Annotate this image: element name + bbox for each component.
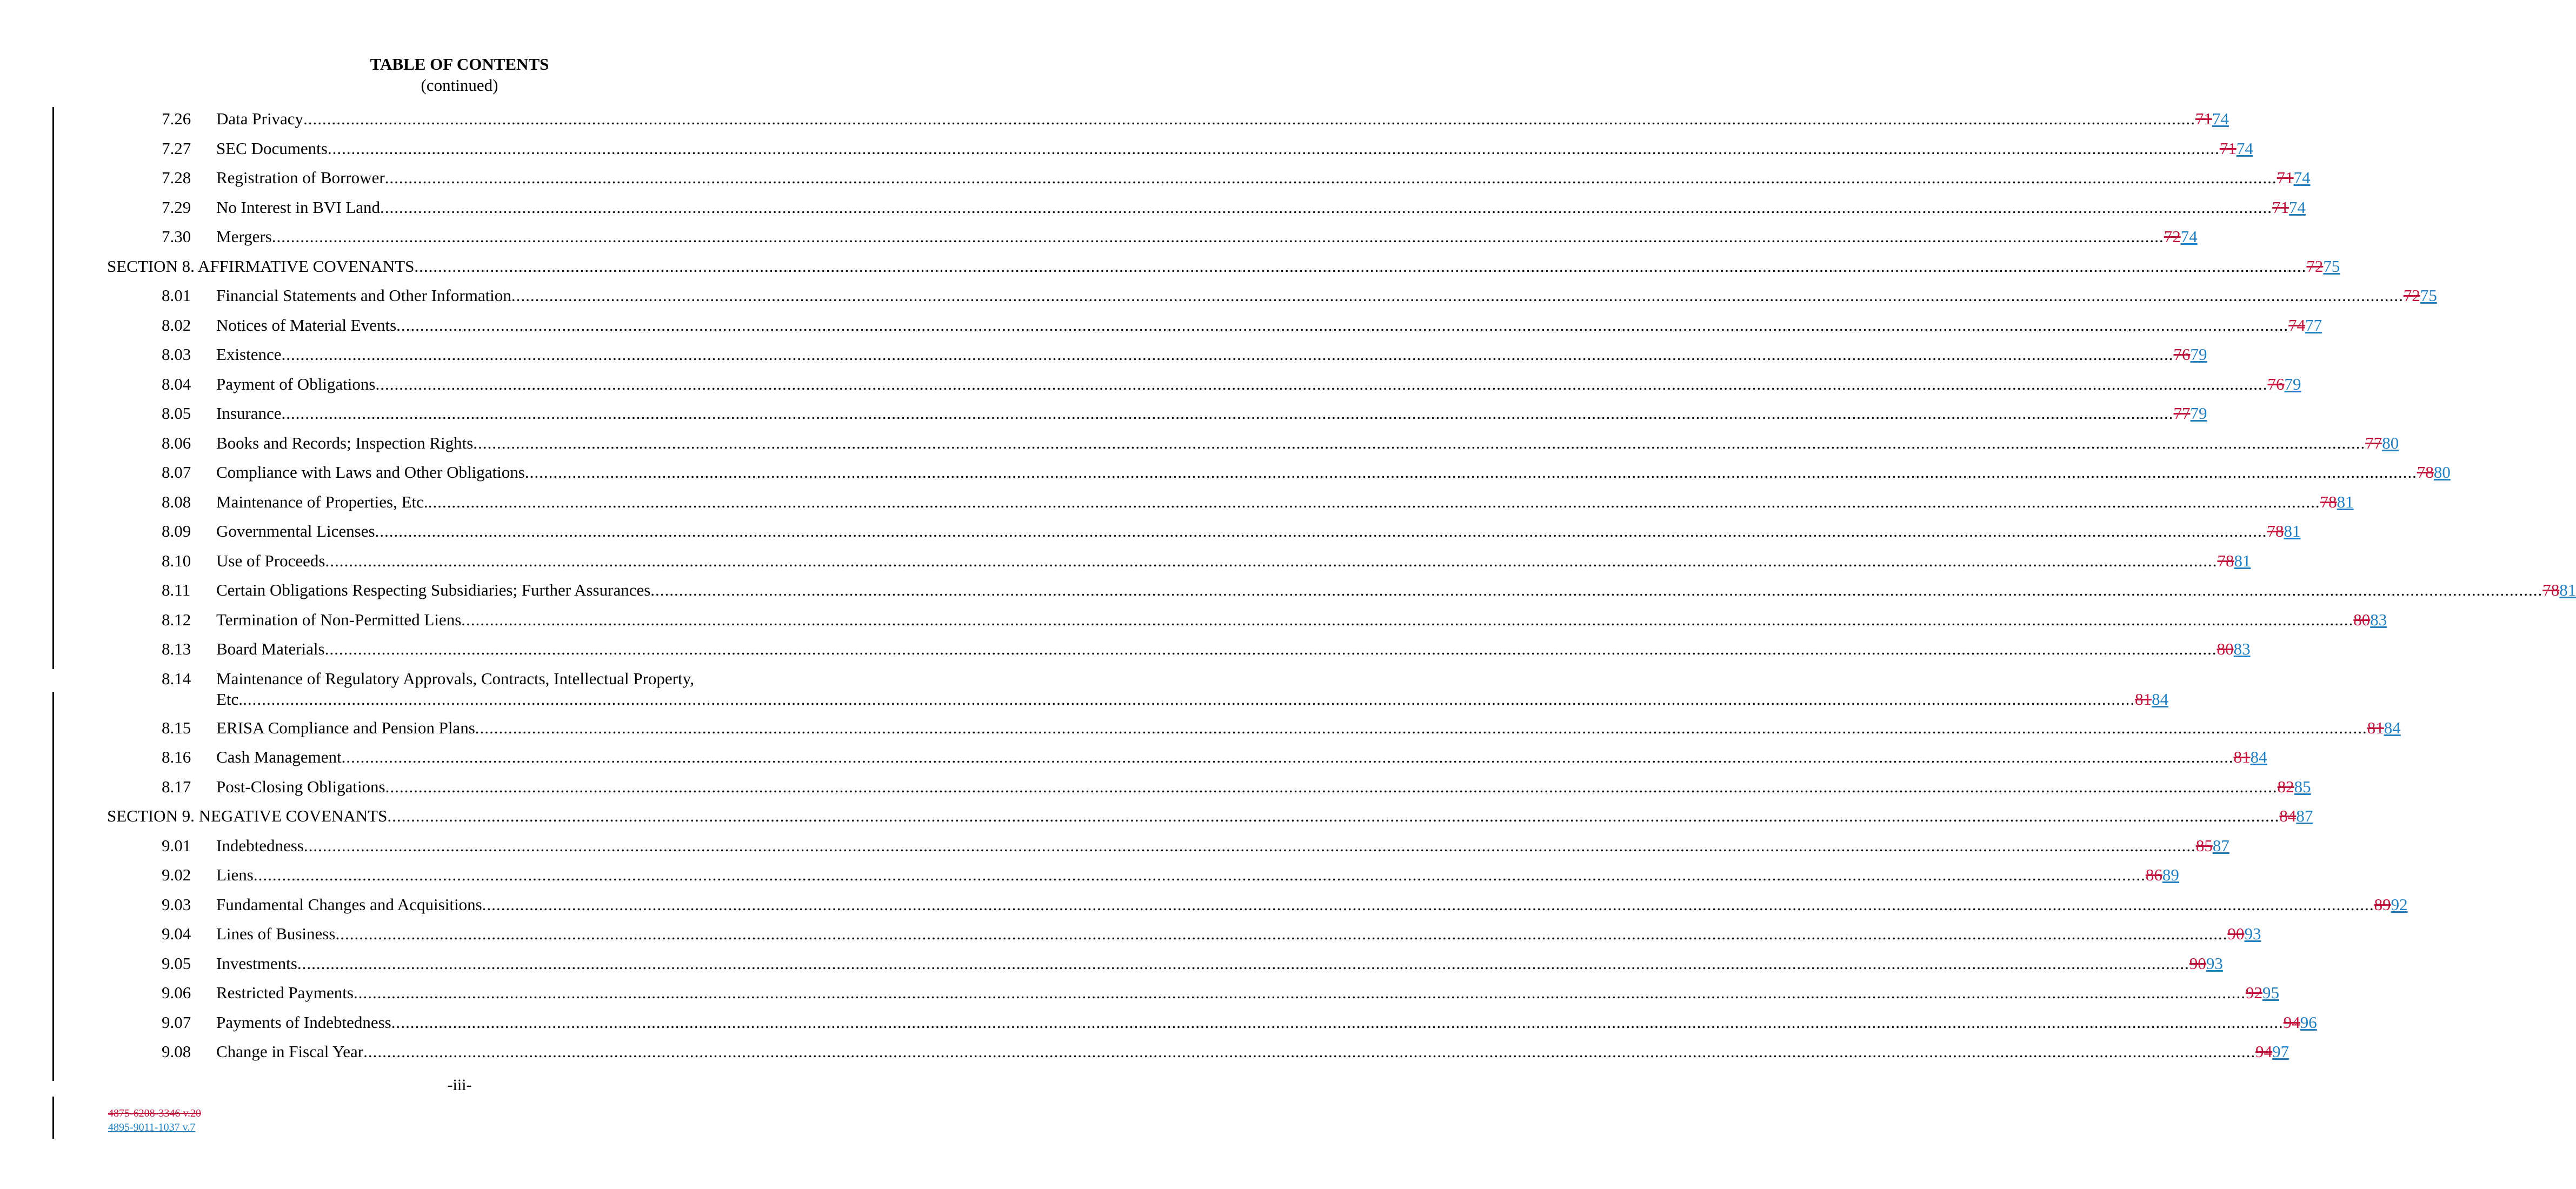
dot-leader: ................................................................................................................................................................................................................................................................................................................................................................................................................	[396, 315, 2289, 335]
dot-leader: ................................................................................................................................................................................................................................................................................................................................................................................................................	[303, 109, 2195, 128]
toc-page-ref[interactable]	[2353, 609, 2387, 631]
toc-entry-title: Restricted Payments	[216, 982, 354, 1004]
toc-entry	[107, 717, 2401, 739]
doc-id-deleted: 4875-6208-3346 v.20	[108, 1107, 202, 1119]
toc-entry-title: Payment of Obligations	[216, 373, 375, 395]
inserted-page-number[interactable]: 84	[2384, 718, 2401, 737]
page-subtitle: (continued)	[421, 76, 498, 95]
inserted-page-number[interactable]: 80	[2433, 463, 2451, 482]
deleted-page-number: 72	[2306, 256, 2324, 276]
deleted-page-number: 90	[2189, 953, 2206, 973]
toc-entry-number: 8.09	[162, 522, 191, 540]
toc-page-ref[interactable]	[2267, 373, 2301, 395]
inserted-page-number[interactable]: 81	[2559, 580, 2576, 599]
toc-entry	[107, 226, 2198, 248]
toc-page-ref[interactable]	[2189, 953, 2223, 974]
toc-entry	[107, 403, 2207, 424]
toc-entry-number: 7.28	[162, 168, 191, 187]
toc-entry	[107, 982, 2279, 1004]
toc-entry-number: 8.04	[162, 374, 191, 393]
dot-leader: ................................................................................................................................................................................................................................................................................................................................................................................................................	[428, 492, 2320, 511]
dot-leader: ................................................................................................................................................................................................................................................................................................................................................................................................................	[243, 689, 2135, 709]
toc-entry-number: 8.11	[162, 580, 191, 599]
toc-page-ref[interactable]	[2374, 894, 2408, 916]
deleted-page-number: 77	[2173, 404, 2191, 423]
dot-leader: ................................................................................................................................................................................................................................................................................................................................................................................................................	[461, 610, 2354, 629]
deleted-page-number: 86	[2145, 865, 2162, 884]
toc-entry-title: Financial Statements and Other Information	[216, 285, 511, 306]
deleted-page-number: 71	[2219, 138, 2236, 158]
toc-entry-title: SEC Documents	[216, 138, 328, 159]
toc-page-ref[interactable]	[2220, 138, 2253, 159]
toc-leader-line	[216, 717, 2401, 739]
dot-leader: ................................................................................................................................................................................................................................................................................................................................................................................................................	[335, 924, 2228, 943]
inserted-page-number[interactable]: 87	[2296, 806, 2313, 825]
toc-entry-title: Mergers	[216, 226, 272, 248]
toc-entry-number: 7.26	[162, 109, 191, 128]
toc-page-ref[interactable]	[2404, 285, 2437, 306]
inserted-page-number[interactable]: 97	[2272, 1042, 2289, 1061]
inserted-page-number[interactable]: 74	[2212, 109, 2229, 128]
toc-page-ref[interactable]	[2246, 982, 2279, 1004]
toc-entry-number: 9.01	[162, 836, 191, 855]
dot-leader: ................................................................................................................................................................................................................................................................................................................................................................................................................	[353, 983, 2246, 1002]
toc-entry-title: Maintenance of Properties, Etc.	[216, 491, 428, 513]
dot-leader: ................................................................................................................................................................................................................................................................................................................................................................................................................	[325, 551, 2218, 570]
toc-entry-number: 8.02	[162, 315, 191, 335]
toc-leader-line	[107, 805, 2313, 827]
toc-leader-line	[216, 894, 2408, 916]
toc-entry-title: Existence	[216, 344, 282, 365]
inserted-page-number[interactable]: 93	[2244, 924, 2261, 943]
toc-leader-line	[216, 403, 2207, 424]
toc-leader-line	[216, 373, 2301, 395]
toc-entry	[107, 138, 2253, 159]
toc-leader-line	[216, 285, 2437, 306]
deleted-page-number: 81	[2367, 718, 2384, 737]
toc-entry-number: 9.07	[162, 1012, 191, 1032]
toc-leader-line	[216, 315, 2322, 336]
toc-entry-title-continuation: Etc.	[216, 689, 243, 710]
inserted-page-number[interactable]: 89	[2162, 865, 2179, 884]
toc-entry	[107, 550, 2251, 572]
dot-leader: ................................................................................................................................................................................................................................................................................................................................................................................................................	[650, 580, 2543, 599]
toc-entry	[107, 668, 2169, 711]
toc-entry-title: Board Materials	[216, 638, 325, 660]
toc-page-ref[interactable]	[2367, 717, 2401, 739]
toc-entry-number: 8.03	[162, 345, 191, 364]
inserted-page-number[interactable]: 96	[2300, 1012, 2317, 1032]
toc-leader-line	[216, 864, 2179, 886]
toc-entry-number: 7.30	[162, 227, 191, 246]
dot-leader: ................................................................................................................................................................................................................................................................................................................................................................................................................	[324, 639, 2217, 658]
dot-leader: ................................................................................................................................................................................................................................................................................................................................................................................................................	[387, 806, 2280, 825]
toc-entry	[107, 609, 2387, 631]
toc-entry-number: 8.05	[162, 404, 191, 423]
toc-entry	[107, 373, 2301, 395]
deleted-page-number: 81	[2233, 747, 2251, 766]
deleted-page-number: 78	[2320, 492, 2337, 511]
toc-leader-line	[216, 432, 2399, 454]
doc-id-inserted: 4895-9011-1037 v.7	[108, 1121, 196, 1133]
toc-entry-title: SECTION 8. AFFIRMATIVE COVENANTS	[107, 256, 414, 277]
toc-entry-title: Maintenance of Regulatory Approvals, Contracts, Intellectual Property,	[216, 669, 694, 688]
inserted-page-number[interactable]: 93	[2206, 953, 2223, 973]
toc-entry-title: Indebtedness	[216, 835, 304, 857]
toc-page-ref[interactable]	[2255, 1041, 2289, 1063]
inserted-page-number[interactable]: 83	[2233, 639, 2251, 658]
toc-entry	[107, 864, 2179, 886]
toc-entry-number: 9.08	[162, 1042, 191, 1061]
deleted-page-number: 82	[2277, 777, 2294, 796]
toc-entry	[107, 835, 2229, 857]
deleted-page-number: 94	[2283, 1012, 2300, 1032]
toc-leader-line	[216, 462, 2451, 483]
toc-entry-title: Post-Closing Obligations	[216, 776, 385, 798]
toc-entry-number: 9.04	[162, 924, 191, 943]
deleted-page-number: 81	[2135, 689, 2152, 709]
page-number: -iii-	[447, 1076, 472, 1094]
toc-entry-title: Investments	[216, 953, 297, 974]
dot-leader: ................................................................................................................................................................................................................................................................................................................................................................................................................	[475, 718, 2367, 737]
toc-entry	[107, 805, 2313, 827]
toc-leader-line	[216, 776, 2311, 798]
toc-leader-line	[216, 579, 2576, 601]
dot-leader: ................................................................................................................................................................................................................................................................................................................................................................................................................	[511, 286, 2404, 305]
dot-leader: ................................................................................................................................................................................................................................................................................................................................................................................................................	[303, 836, 2196, 855]
toc-page-ref[interactable]	[2320, 491, 2354, 513]
toc-entry	[107, 285, 2437, 306]
toc-page-ref[interactable]	[2267, 520, 2301, 542]
toc-entry-title: Payments of Indebtedness	[216, 1012, 391, 1033]
toc-page-ref[interactable]	[2135, 689, 2168, 710]
change-bar	[52, 1097, 54, 1139]
deleted-page-number: 90	[2227, 924, 2245, 943]
toc-entry-number: 7.27	[162, 138, 191, 158]
deleted-page-number: 77	[2365, 433, 2382, 452]
inserted-page-number[interactable]: 87	[2212, 836, 2229, 855]
toc-entry-title: Lines of Business	[216, 923, 335, 945]
toc-entry-title: SECTION 9. NEGATIVE COVENANTS	[107, 805, 387, 827]
toc-leader-line	[216, 1012, 2317, 1033]
toc-leader-line	[216, 491, 2354, 513]
toc-entry-title: Compliance with Laws and Other Obligations	[216, 462, 525, 483]
toc-page-ref[interactable]	[2234, 746, 2267, 768]
dot-leader: ................................................................................................................................................................................................................................................................................................................................................................................................................	[271, 227, 2164, 246]
dot-leader: ................................................................................................................................................................................................................................................................................................................................................................................................................	[482, 894, 2374, 914]
inserted-page-number[interactable]: 84	[2250, 747, 2267, 766]
toc-entry-number: 8.06	[162, 433, 191, 452]
dot-leader: ................................................................................................................................................................................................................................................................................................................................................................................................................	[414, 256, 2307, 276]
toc-leader-line	[216, 344, 2207, 365]
dot-leader: ................................................................................................................................................................................................................................................................................................................................................................................................................	[384, 168, 2277, 187]
toc-entry-title: No Interest in BVI Land	[216, 197, 380, 218]
toc-entry	[107, 776, 2311, 798]
toc-entry-title: Insurance	[216, 403, 282, 424]
deleted-page-number: 71	[2272, 197, 2289, 217]
toc-entry-number: 8.13	[162, 639, 191, 658]
toc-page-ref[interactable]	[2217, 638, 2251, 660]
toc-entry	[107, 1041, 2289, 1063]
toc-entry-number: 8.01	[162, 286, 191, 305]
toc-leader-line	[216, 226, 2198, 248]
toc-entry-title: Fundamental Changes and Acquisitions	[216, 894, 482, 916]
toc-page-ref[interactable]	[2365, 432, 2399, 454]
toc-entry	[107, 315, 2322, 336]
toc-page-ref[interactable]	[2306, 256, 2340, 277]
dot-leader: ................................................................................................................................................................................................................................................................................................................................................................................................................	[281, 345, 2174, 364]
toc-entry	[107, 491, 2354, 513]
toc-entry-title: Governmental Licenses	[216, 520, 375, 542]
toc-entry-title: Change in Fiscal Year	[216, 1041, 363, 1063]
deleted-page-number: 80	[2353, 610, 2371, 629]
deleted-page-number: 94	[2255, 1042, 2273, 1061]
toc-leader-line	[216, 167, 2311, 189]
toc-page-ref[interactable]	[2174, 403, 2207, 424]
inserted-page-number[interactable]: 75	[2420, 286, 2437, 305]
toc-page-ref[interactable]	[2196, 835, 2229, 857]
inserted-page-number[interactable]: 81	[2234, 551, 2251, 570]
inserted-page-number[interactable]: 81	[2337, 492, 2354, 511]
toc-entry-number: 9.05	[162, 953, 191, 973]
deleted-page-number: 78	[2417, 463, 2434, 482]
inserted-page-number[interactable]: 79	[2284, 374, 2301, 393]
toc-entry	[107, 344, 2207, 365]
dot-leader: ................................................................................................................................................................................................................................................................................................................................................................................................................	[281, 404, 2174, 423]
toc-entry	[107, 520, 2301, 542]
deleted-page-number: 71	[2277, 168, 2294, 187]
toc-leader-line	[216, 746, 2267, 768]
toc-entry-title: Cash Management	[216, 746, 342, 768]
toc-leader-line	[216, 923, 2261, 945]
inserted-page-number[interactable]: 80	[2382, 433, 2399, 452]
dot-leader: ................................................................................................................................................................................................................................................................................................................................................................................................................	[363, 1042, 2256, 1061]
toc-page-ref[interactable]	[2146, 864, 2179, 886]
toc-page-ref[interactable]	[2217, 550, 2251, 572]
toc-page-ref[interactable]	[2174, 344, 2207, 365]
toc-entry-number: 9.06	[162, 983, 191, 1002]
toc-page-ref[interactable]	[2284, 1012, 2317, 1033]
toc-entry-title: Use of Proceeds	[216, 550, 325, 572]
toc-entry	[107, 894, 2408, 916]
deleted-page-number: 76	[2173, 345, 2191, 364]
toc-entry-title: Notices of Material Events	[216, 315, 396, 336]
inserted-page-number[interactable]: 74	[2180, 227, 2198, 246]
inserted-page-number[interactable]: 79	[2190, 404, 2207, 423]
toc-entry	[107, 256, 2340, 277]
toc-entry	[107, 1012, 2317, 1033]
toc-entry-title: Certain Obligations Respecting Subsidiaries; Further Assurances	[216, 579, 650, 601]
inserted-page-number[interactable]: 75	[2323, 256, 2340, 276]
toc-entry-number: 7.29	[162, 197, 191, 217]
inserted-page-number[interactable]: 79	[2190, 345, 2207, 364]
dot-leader: ................................................................................................................................................................................................................................................................................................................................................................................................................	[341, 747, 2234, 766]
deleted-page-number: 72	[2164, 227, 2181, 246]
inserted-page-number[interactable]: 83	[2370, 610, 2387, 629]
deleted-page-number: 80	[2216, 639, 2234, 658]
toc-entry-title: Liens	[216, 864, 254, 886]
toc-entry-number: 8.15	[162, 718, 191, 737]
toc-entry-number: 9.03	[162, 894, 191, 914]
deleted-page-number: 71	[2195, 109, 2212, 128]
toc-leader-line	[216, 550, 2251, 572]
toc-entry-title: ERISA Compliance and Pension Plans	[216, 717, 475, 739]
inserted-page-number[interactable]: 74	[2293, 168, 2311, 187]
dot-leader: ................................................................................................................................................................................................................................................................................................................................................................................................................	[391, 1012, 2284, 1032]
toc-leader-line	[107, 256, 2340, 277]
toc-entry-title: Termination of Non-Permitted Liens	[216, 609, 461, 631]
inserted-page-number[interactable]: 81	[2284, 522, 2301, 540]
toc-entry-number: 8.14	[162, 669, 191, 688]
toc-page-ref[interactable]	[2227, 923, 2261, 945]
deleted-page-number: 74	[2288, 315, 2306, 335]
deleted-page-number: 84	[2279, 806, 2297, 825]
toc-entry-title: Books and Records; Inspection Rights	[216, 432, 473, 454]
dot-leader: ................................................................................................................................................................................................................................................................................................................................................................................................................	[524, 463, 2417, 482]
dot-leader: ................................................................................................................................................................................................................................................................................................................................................................................................................	[253, 865, 2146, 884]
toc-leader-line	[216, 138, 2253, 159]
toc-entry-title: Registration of Borrower	[216, 167, 385, 189]
toc-leader-line	[216, 1041, 2289, 1063]
dot-leader: ................................................................................................................................................................................................................................................................................................................................................................................................................	[380, 197, 2273, 217]
dot-leader: ................................................................................................................................................................................................................................................................................................................................................................................................................	[375, 522, 2267, 540]
toc-entry	[107, 746, 2267, 768]
toc-entry-number: 8.16	[162, 747, 191, 766]
toc-entry	[107, 638, 2251, 660]
deleted-page-number: 89	[2374, 894, 2391, 914]
toc-page-ref[interactable]	[2542, 579, 2576, 601]
dot-leader: ................................................................................................................................................................................................................................................................................................................................................................................................................	[297, 953, 2189, 973]
toc-entry-number: 9.02	[162, 865, 191, 884]
toc-entry-number: 8.17	[162, 777, 191, 796]
toc-page-ref[interactable]	[2417, 462, 2451, 483]
change-bar	[52, 692, 54, 1081]
inserted-page-number[interactable]: 95	[2262, 983, 2279, 1002]
inserted-page-number[interactable]: 85	[2294, 777, 2311, 796]
deleted-page-number: 92	[2245, 983, 2262, 1002]
dot-leader: ................................................................................................................................................................................................................................................................................................................................................................................................................	[385, 777, 2278, 796]
toc-page-ref[interactable]	[2278, 776, 2311, 798]
toc-leader-line	[216, 520, 2301, 542]
toc-leader-line	[216, 835, 2229, 857]
page-title: TABLE OF CONTENTS	[370, 55, 549, 74]
dot-leader: ................................................................................................................................................................................................................................................................................................................................................................................................................	[473, 433, 2366, 452]
toc-page-ref[interactable]	[2195, 108, 2229, 130]
toc-entry	[107, 197, 2306, 218]
deleted-page-number: 78	[2217, 551, 2234, 570]
toc-leader-line	[216, 953, 2223, 974]
deleted-page-number: 85	[2195, 836, 2213, 855]
change-bar	[52, 107, 54, 669]
deleted-page-number: 76	[2267, 374, 2285, 393]
toc-entry-number: 8.12	[162, 610, 191, 629]
toc-entry-number: 8.10	[162, 551, 191, 570]
toc-entry	[107, 953, 2223, 974]
toc-leader-line	[216, 609, 2387, 631]
toc-leader-line	[216, 982, 2279, 1004]
toc-leader-line	[216, 689, 2169, 710]
deleted-page-number: 78	[2542, 580, 2560, 599]
toc-entry	[107, 167, 2311, 189]
toc-entry	[107, 108, 2229, 130]
toc-entry	[107, 462, 2451, 483]
deleted-page-number: 72	[2403, 286, 2420, 305]
inserted-page-number[interactable]: 77	[2305, 315, 2322, 335]
toc-entry	[107, 432, 2399, 454]
toc-entry-number: 8.07	[162, 463, 191, 482]
toc-page-ref[interactable]	[2164, 226, 2198, 248]
toc-leader-line	[216, 108, 2229, 130]
toc-entry	[107, 923, 2261, 945]
inserted-page-number[interactable]: 74	[2236, 138, 2253, 158]
toc-entry-number: 8.08	[162, 492, 191, 511]
toc-leader-line	[216, 197, 2306, 218]
dot-leader: ................................................................................................................................................................................................................................................................................................................................................................................................................	[375, 374, 2268, 393]
toc-leader-line	[216, 638, 2251, 660]
toc-page-ref[interactable]	[2277, 167, 2311, 189]
deleted-page-number: 78	[2267, 522, 2284, 540]
toc-entry	[107, 579, 2576, 601]
dot-leader: ................................................................................................................................................................................................................................................................................................................................................................................................................	[327, 138, 2220, 158]
inserted-page-number[interactable]: 92	[2391, 894, 2408, 914]
inserted-page-number[interactable]: 74	[2289, 197, 2306, 217]
toc-page-ref[interactable]	[2272, 197, 2306, 218]
toc-page-ref[interactable]	[2279, 805, 2313, 827]
inserted-page-number[interactable]: 84	[2152, 689, 2169, 709]
toc-entry-title: Data Privacy	[216, 108, 303, 130]
toc-page-ref[interactable]	[2288, 315, 2322, 336]
